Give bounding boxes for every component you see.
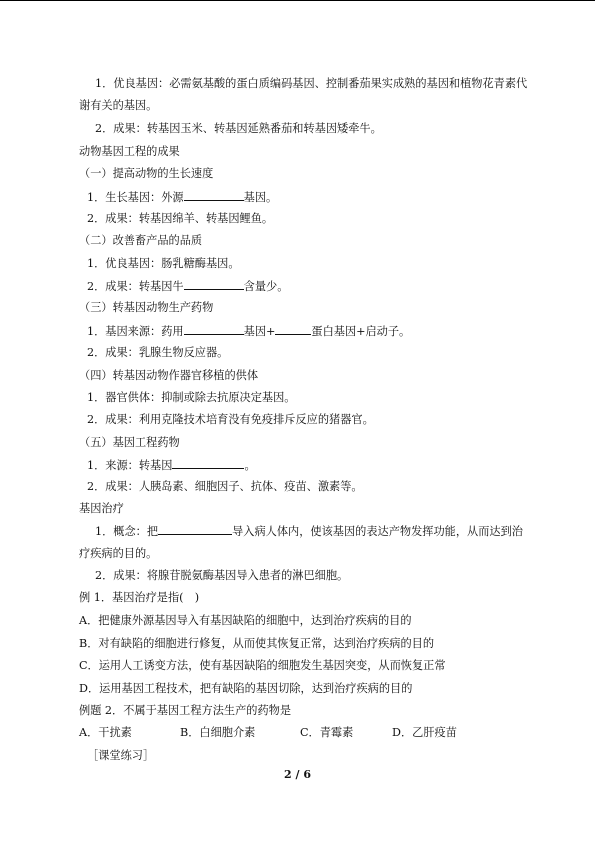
section-3-item-2: 2．成果：乳腺生物反应器。: [87, 346, 229, 359]
blank[interactable]: [172, 457, 244, 469]
section-5-item-1: 1．来源：转基因 。: [87, 459, 256, 472]
line-1b: 谢有关的基因。: [79, 99, 158, 112]
blank[interactable]: [158, 523, 232, 535]
section-3-item-1: 1．基因来源：药用 基因+ 蛋白基因+启动子。: [87, 325, 411, 338]
line-2: 2．成果：转基因玉米、转基因延熟番茄和转基因矮牵牛。: [95, 122, 382, 135]
example-1: 例 1．基因治疗是指( ): [79, 591, 200, 604]
section-1-item-1: 1．生长基因：外源 基因。: [87, 191, 278, 204]
header-rule: [0, 0, 595, 1]
therapy-1a: 1．概念：把 导入病人体内，使该基因的表达产物发挥功能，从而达到治: [95, 525, 523, 538]
heading-therapy: 基因治疗: [79, 502, 124, 515]
example-1-option-c: C．运用人工诱变方法，使有基因缺陷的细胞发生基因突变，从而恢复正常: [79, 659, 446, 672]
therapy-2: 2．成果：将腺苷脱氨酶基因导入患者的淋巴细胞。: [95, 569, 349, 582]
example-2: 例题 2．不属于基因工程方法生产的药物是: [79, 704, 292, 717]
therapy-1b: 疗疾病的目的。: [79, 547, 158, 560]
section-2-item-2: 2．成果：转基因牛 含量少。: [87, 280, 289, 293]
example-2-options: [79, 725, 457, 741]
section-2-item-1: 1．优良基因：肠乳糖酶基因。: [87, 257, 240, 270]
blank[interactable]: [184, 278, 244, 290]
section-2: （二）改善畜产品的品质: [79, 234, 203, 247]
example-1-option-b: B．对有缺陷的细胞进行修复，从而使其恢复正常，达到治疗疾病的目的: [79, 637, 435, 650]
section-3: （三）转基因动物生产药物: [79, 301, 214, 314]
blank[interactable]: [184, 323, 244, 335]
section-4-item-2: 2．成果：利用克隆技术培育没有免疫排斥反应的猪器官。: [87, 413, 374, 426]
example-2-option-b: B．白细胞介素: [180, 726, 256, 739]
section-4: （四）转基因动物作器官移植的供体: [79, 369, 259, 382]
blank[interactable]: [275, 323, 311, 335]
example-1-option-a: A．把健康外源基因导入有基因缺陷的细胞中，达到治疗疾病的目的: [79, 614, 412, 627]
blank[interactable]: [184, 189, 244, 201]
section-5-item-2: 2．成果：人胰岛素、细胞因子、抗体、疫苗、激素等。: [87, 480, 363, 493]
page-number: 2 / 6: [284, 768, 311, 781]
section-4-item-1: 1．器官供体：抑制或除去抗原决定基因。: [87, 391, 296, 404]
line-1a: 1．优良基因：必需氨基酸的蛋白质编码基因、控制番茄果实成熟的基因和植物花青素代: [95, 77, 528, 90]
practice-heading: ［课堂练习］: [87, 749, 155, 762]
example-2-option-a: A．干扰素: [79, 726, 132, 739]
section-1: （一）提高动物的生长速度: [79, 167, 214, 180]
section-5: （五）基因工程药物: [79, 436, 180, 449]
section-1-item-2: 2．成果：转基因绵羊、转基因鲤鱼。: [87, 212, 274, 225]
example-1-option-d: D．运用基因工程技术，把有缺陷的基因切除，达到治疗疾病的目的: [79, 682, 413, 695]
example-2-option-c: C．青霉素: [300, 726, 354, 739]
example-2-option-d: D．乙肝疫苗: [392, 726, 457, 739]
heading-animal: 动物基因工程的成果: [79, 145, 180, 158]
